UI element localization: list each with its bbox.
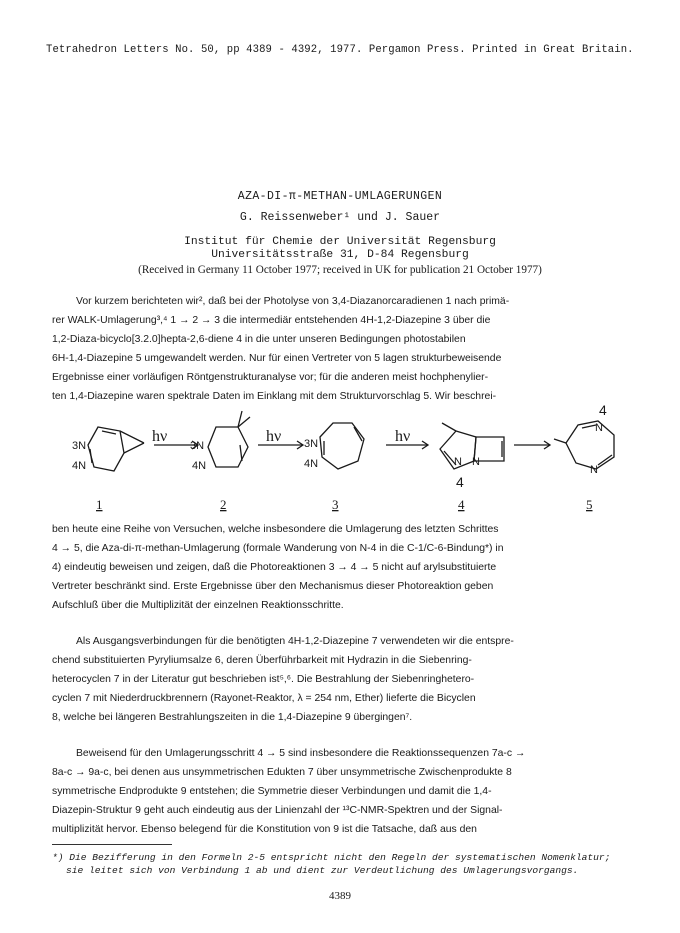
text-line: multiplizität hervor. Ebenso belegend für die Konstitution von 9 ist die Tatsache, daß aus den bbox=[52, 824, 477, 835]
atom-label: 4 bbox=[599, 405, 607, 418]
atom-label: 3N bbox=[304, 438, 319, 450]
text-line: symmetrische Endprodukte 9 entstehen; die Symmetrie dieser Verbindungen und damit die 1,4- bbox=[52, 786, 492, 797]
footnote-line-2: sie leitet sich von Verbindung 1 ab und dient zur Verdeutlichung des Umlagerungsvorgangs. bbox=[66, 865, 579, 876]
compound-number: 3 bbox=[332, 497, 339, 512]
atom-label: N bbox=[472, 456, 480, 468]
structure-1 bbox=[88, 427, 144, 471]
text-line: Beweisend für den Umlagerungsschritt 4 → 5 sind insbesondere die Reaktionssequenzen 7a-c → bbox=[76, 748, 526, 759]
paragraph-1 bbox=[52, 292, 632, 406]
compound-number: 2 bbox=[220, 497, 227, 512]
compound-number: 5 bbox=[586, 497, 593, 512]
text-line: Vor kurzem berichteten wir², daß bei der Photolyse von 3,4-Diazanorcaradienen 1 nach primä- bbox=[76, 296, 510, 307]
footnote-line-1: *) Die Bezifferung in den Formeln 2-5 entspricht nicht den Regeln der systematischen Nomenklatur; bbox=[52, 852, 611, 863]
arrow-label: hν bbox=[395, 428, 411, 445]
atom-label: 4 bbox=[456, 474, 464, 490]
article-authors: G. Reissenweber¹ und J. Sauer bbox=[239, 211, 441, 224]
text-line: Vertreter beschränkt sind. Erste Ergebnisse über den Mechanismus dieser Photoreaktion geben bbox=[52, 581, 494, 592]
paragraph-3 bbox=[52, 632, 632, 727]
institution bbox=[0, 236, 680, 262]
arrow-label: hν bbox=[152, 428, 168, 445]
text-line: 4) eindeutig beweisen und zeigen, daß die Photoreaktionen 3 → 4 → 5 nicht auf arylsubstituierte bbox=[52, 562, 497, 573]
compound-number: 1 bbox=[96, 497, 103, 512]
text-line: ten 1,4-Diazepine waren spektrale Daten im Einklang mit dem Strukturvorschlag 5. Wir beschrei- bbox=[52, 391, 497, 402]
text-line: 4 → 5, die Aza-di-π-methan-Umlagerung (formale Wanderung von N-4 in die C-1/C-6-Bindung*) in bbox=[52, 543, 504, 554]
structure-2 bbox=[208, 411, 250, 467]
institution-line-1: Institut für Chemie der Universität Regensburg bbox=[184, 236, 496, 248]
text-line: Diazepin-Struktur 9 geht auch eindeutig aus der Linienzahl der ¹³C-NMR-Spektren und der Signal- bbox=[52, 805, 503, 816]
atom-label: 3N bbox=[72, 440, 87, 452]
text-line: Ergebnisse einer vorläufigen Röntgenstrukturanalyse vor; für die anderen meist hochphenylier- bbox=[52, 372, 489, 383]
text-line: ben heute eine Reihe von Versuchen, welche insbesondere die Umlagerung des letzten Schrittes bbox=[52, 524, 499, 535]
institution-line-2: Universitätsstraße 31, D-84 Regensburg bbox=[211, 249, 469, 261]
text-line: Aufschluß über die Multiplizität der einzelnen Reaktionsschritte. bbox=[52, 600, 344, 611]
structure-3 bbox=[320, 423, 364, 469]
text-line: 1,2-Diaza-bicyclo[3.2.0]hepta-2,6-diene 4 in die unter unseren Bedingungen photostabilen bbox=[52, 334, 466, 345]
text-line: 6H-1,4-Diazepine 5 umgewandelt werden. Nur für einen Vertreter von 5 lagen strukturbeweisende bbox=[52, 353, 502, 364]
text-line: Als Ausgangsverbindungen für die benötigten 4H-1,2-Diazepine 7 verwendeten wir die entspre- bbox=[76, 636, 514, 647]
atom-label: N bbox=[590, 464, 598, 476]
atom-label: 4N bbox=[304, 458, 319, 470]
atom-label: 4N bbox=[72, 460, 87, 472]
text-line: heterocyclen 7 in der Literatur gut beschrieben ist⁵,⁶. Die Bestrahlung der Siebenringhetero- bbox=[52, 674, 475, 685]
atom-label: N bbox=[454, 456, 462, 468]
paragraph-2 bbox=[52, 520, 632, 615]
article-title: AZA-DI-π-METHAN-UMLAGERUNGEN bbox=[237, 190, 443, 203]
text-line: 8, welche bei längeren Bestrahlungszeiten in die 1,4-Diazepine 9 übergingen⁷. bbox=[52, 712, 413, 723]
received-date: (Received in Germany 11 October 1977; received in UK for publication 21 October 1977) bbox=[138, 264, 542, 276]
structure-5 bbox=[554, 421, 614, 469]
text-line: chend substituierten Pyryliumsalze 6, deren Überführbarkeit mit Hydrazin in die Siebenring- bbox=[52, 655, 472, 666]
footnote bbox=[52, 851, 642, 877]
text-line: rer WALK-Umlagerung³,⁴ 1 → 2 → 3 die intermediär entstehenden 4H-1,2-Diazepine 3 über die bbox=[52, 315, 491, 326]
compound-number: 4 bbox=[458, 497, 465, 512]
atom-label: 4N bbox=[192, 460, 207, 472]
arrow-label: hν bbox=[266, 428, 282, 445]
paragraph-4 bbox=[52, 744, 632, 839]
atom-label: N bbox=[595, 422, 603, 434]
text-line: 8a-c → 9a-c, bei denen aus unsymmetrischen Edukten 7 über unsymmetrische Zwischenprodukte 8 bbox=[52, 767, 512, 778]
footnote-divider bbox=[52, 844, 172, 845]
journal-header: Tetrahedron Letters No. 50, pp 4389 - 4392, 1977. Pergamon Press. Printed in Great Britain. bbox=[46, 44, 634, 56]
reaction-scheme bbox=[58, 405, 638, 517]
text-line: cyclen 7 mit Niederdruckbrennern (Rayonet-Reaktor, λ = 254 nm, Ether) lieferte die Bicyclen bbox=[52, 693, 476, 704]
atom-label: 3N bbox=[190, 440, 205, 452]
page-number: 4389 bbox=[329, 890, 351, 902]
